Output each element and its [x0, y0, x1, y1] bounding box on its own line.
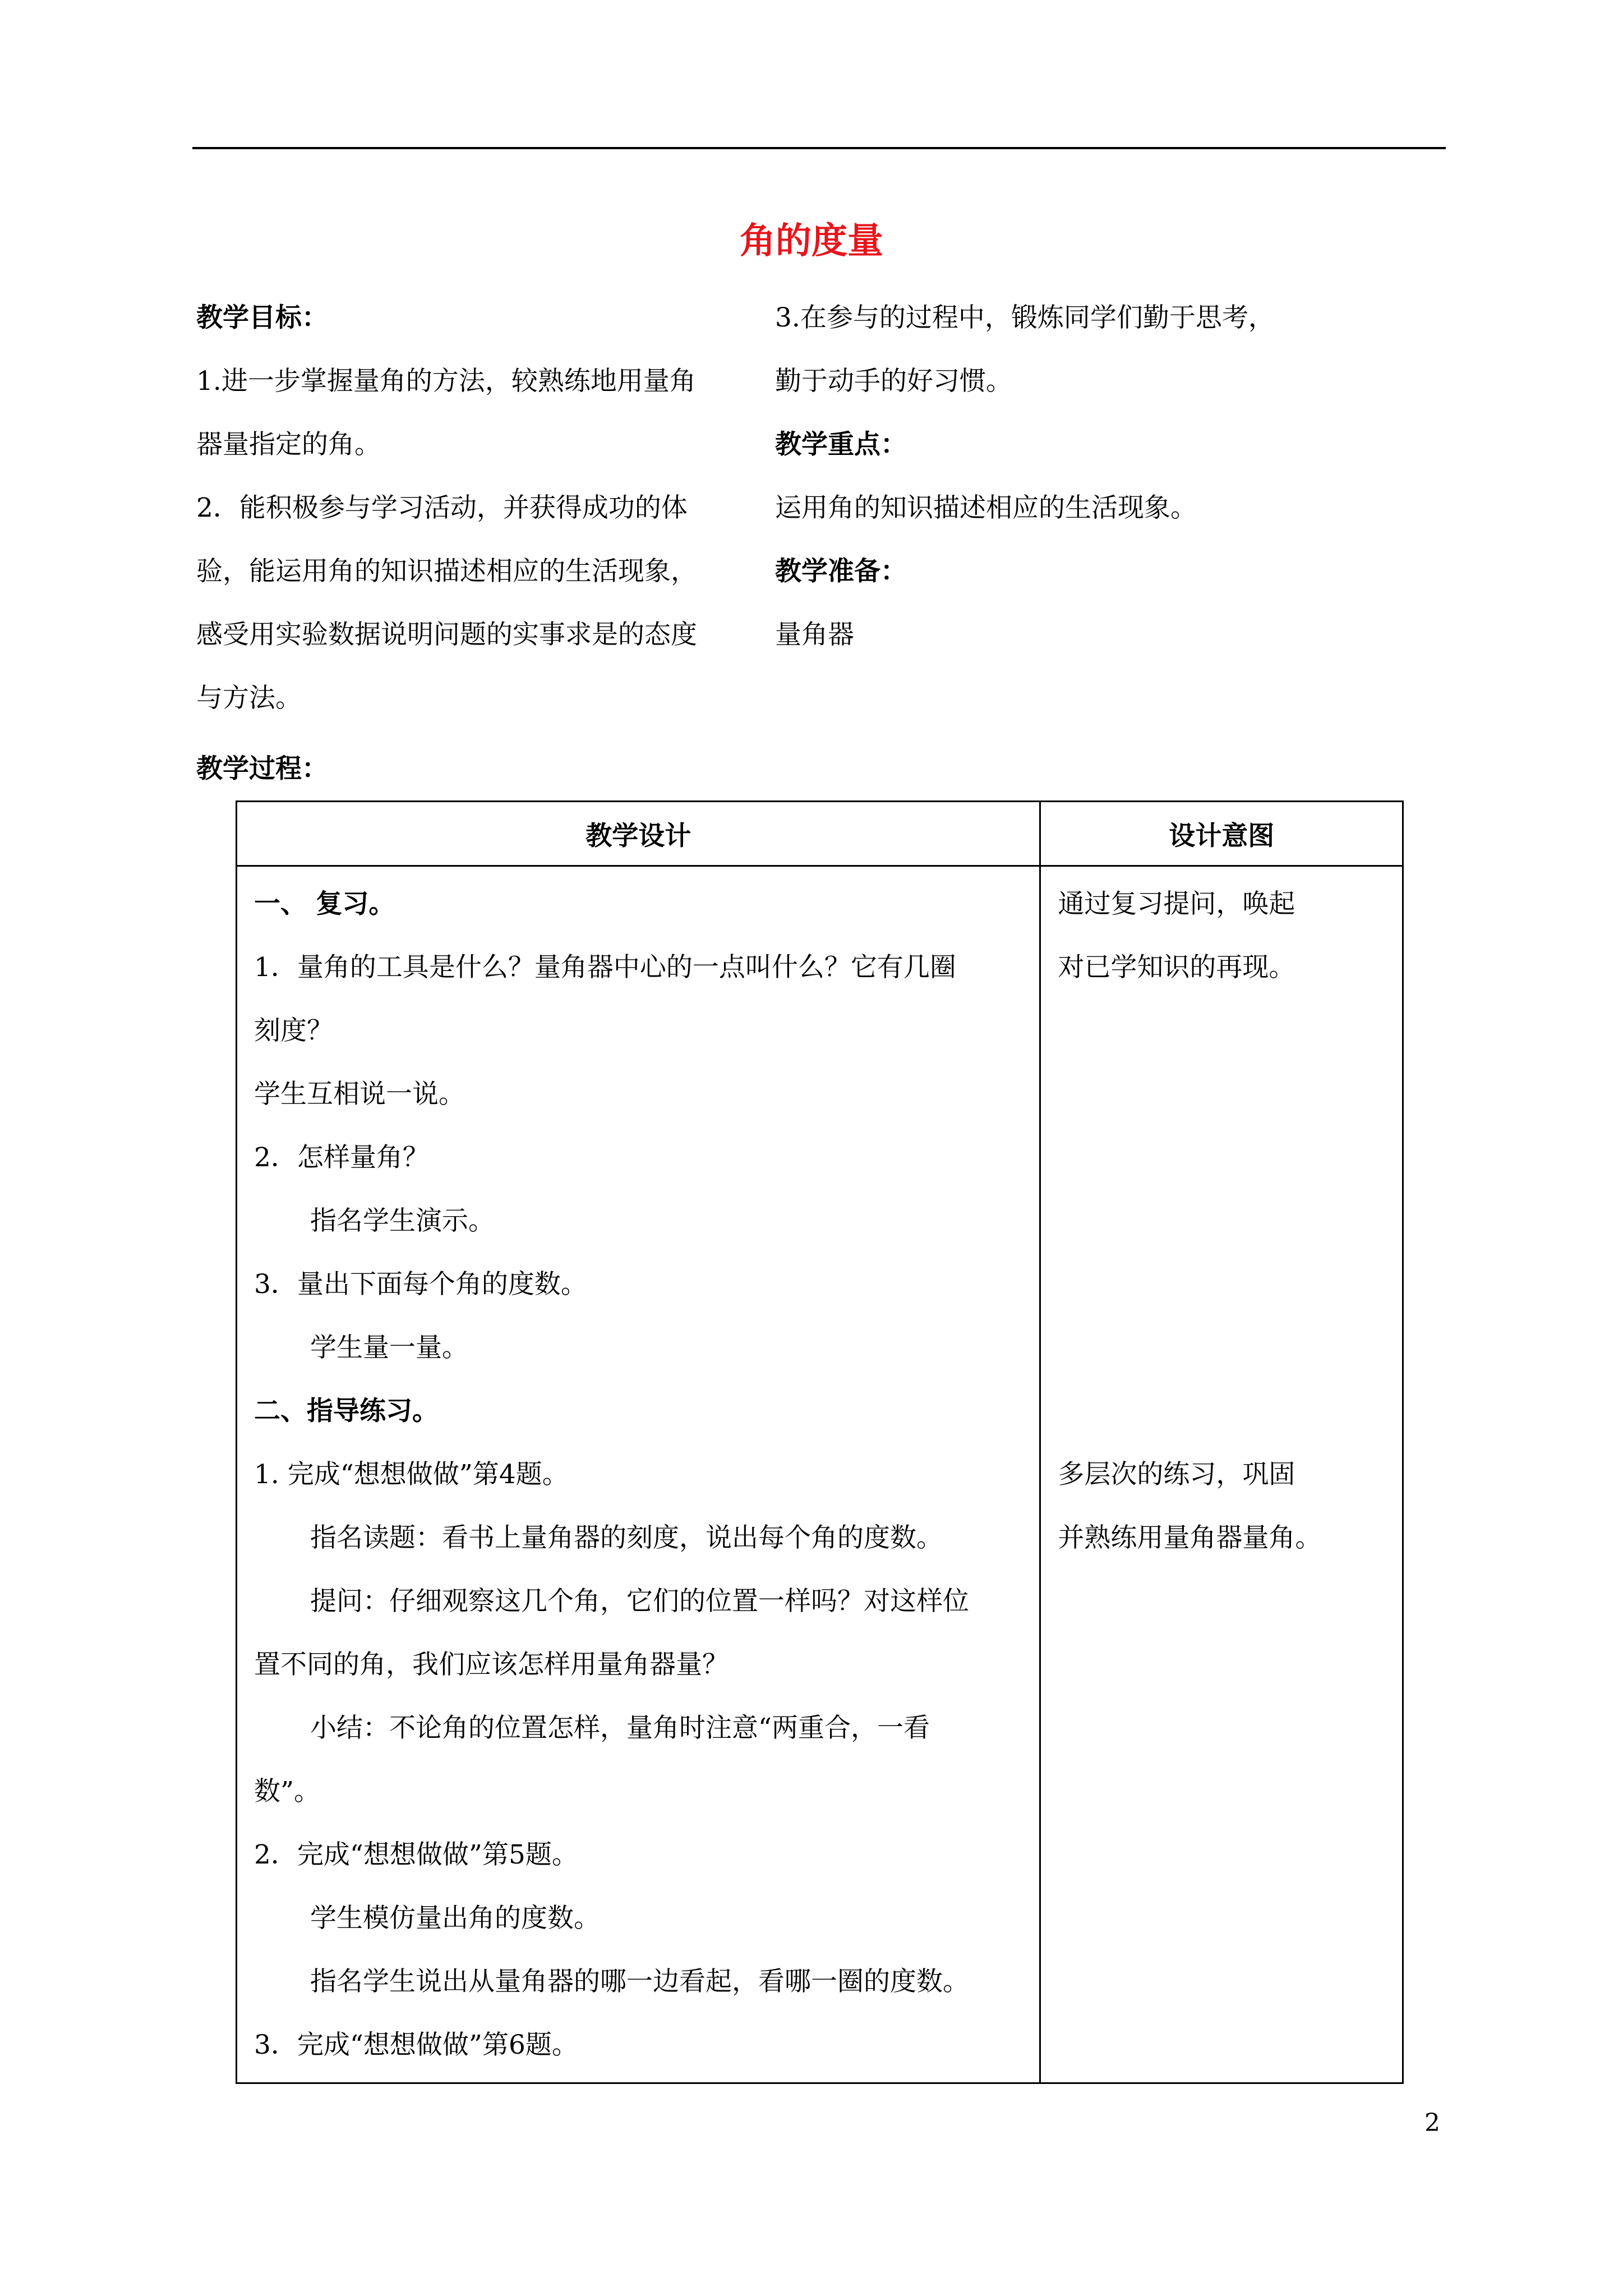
- objectives-left-column: [196, 286, 757, 730]
- objective-line: 感受用实验数据说明问题的实事求是的态度: [196, 619, 697, 650]
- objective-line: 勤于动手的好习惯。: [775, 366, 1012, 397]
- design-line: 提问：仔细观察这几个角，它们的位置一样吗？对这样位: [310, 1586, 969, 1617]
- design-line: 3．完成“想想做做”第6题。: [254, 2030, 578, 2060]
- objective-line: 器量指定的角。: [196, 429, 381, 460]
- design-line: 数”。: [254, 1776, 321, 1807]
- design-line: 小结：不论角的位置怎样，量角时注意“两重合，一看: [310, 1713, 930, 1743]
- table-row: [237, 866, 1403, 2083]
- design-line: 置不同的角，我们应该怎样用量角器量？: [254, 1649, 728, 1680]
- design-line: 学生量一量。: [310, 1332, 468, 1363]
- intent-cell: [1040, 866, 1403, 2083]
- process-heading: 教学过程：: [196, 753, 328, 784]
- objectives-heading: 教学目标：: [196, 302, 328, 333]
- intent-line: 对已学知识的再现。: [1058, 952, 1295, 983]
- column-header-design: 教学设计: [237, 802, 1040, 866]
- header-rule: [192, 147, 1446, 149]
- design-line: 指名读题：看书上量角器的刻度，说出每个角的度数。: [310, 1522, 943, 1553]
- design-line: 3．量出下面每个角的度数。: [254, 1269, 587, 1300]
- table-header-row: [237, 802, 1403, 866]
- design-line: 刻度？: [254, 1015, 333, 1046]
- design-line: 学生互相说一说。: [254, 1079, 465, 1110]
- intent-line: 多层次的练习，巩固: [1058, 1459, 1295, 1490]
- column-header-intent: 设计意图: [1040, 802, 1403, 866]
- preparation-heading: 教学准备：: [775, 556, 907, 587]
- objectives-right-column: [775, 286, 1336, 666]
- design-line: 学生模仿量出角的度数。: [310, 1903, 600, 1934]
- intent-line: 通过复习提问，唤起: [1058, 889, 1295, 919]
- design-line: 2．完成“想想做做”第5题。: [254, 1839, 578, 1870]
- intent-spacer: [1058, 999, 1385, 1443]
- design-line: 1. 完成“想想做做”第4题。: [254, 1459, 569, 1490]
- design-line: 2．怎样量角？: [254, 1142, 429, 1173]
- key-point-text: 运用角的知识描述相应的生活现象。: [775, 493, 1197, 523]
- intent-notes: [1041, 867, 1402, 1570]
- design-cell: [237, 866, 1040, 2083]
- design-line: 指名学生说出从量角器的哪一边看起，看哪一圈的度数。: [310, 1966, 969, 1997]
- objective-line: 3.在参与的过程中，锻炼同学们勤于思考，: [775, 302, 1275, 333]
- objective-line: 与方法。: [196, 683, 302, 714]
- design-lines: [237, 867, 1039, 2082]
- intent-line: 并熟练用量角器量角。: [1058, 1522, 1322, 1553]
- lesson-table: [236, 800, 1404, 2084]
- objective-line: 验，能运用角的知识描述相应的生活现象，: [196, 556, 697, 587]
- design-line: 1．量角的工具是什么？量角器中心的一点叫什么？它有几圈: [254, 952, 956, 983]
- preparation-text: 量角器: [775, 619, 854, 650]
- key-point-heading: 教学重点：: [775, 429, 907, 460]
- objective-line: 2．能积极参与学习活动，并获得成功的体: [196, 493, 688, 523]
- page-number: 2: [1424, 2109, 1440, 2137]
- section-heading: 一、 复习。: [254, 889, 395, 919]
- design-line: 指名学生演示。: [310, 1205, 495, 1236]
- objective-line: 1.进一步掌握量角的方法，较熟练地用量角: [196, 366, 696, 397]
- section-heading: 二、指导练习。: [254, 1396, 439, 1427]
- page-title: 角的度量: [740, 220, 883, 262]
